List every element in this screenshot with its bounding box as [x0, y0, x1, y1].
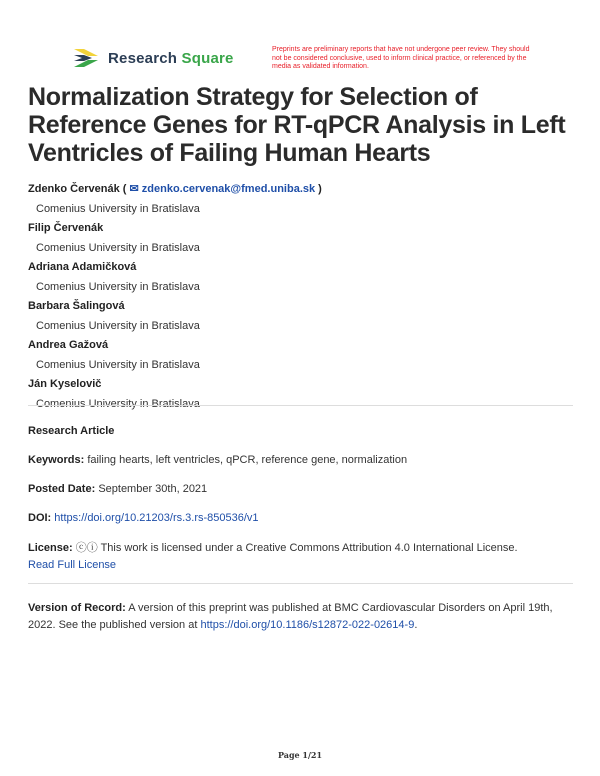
- author-list: [28, 180, 322, 414]
- research-square-logo: [72, 47, 234, 69]
- page-number: Page 1/21: [277, 750, 323, 760]
- author-affiliation: Comenius University in Bratislava: [36, 397, 200, 410]
- doi: DOI: https://doi.org/10.21203/rs.3.rs-850536/v1: [28, 512, 259, 524]
- doi-link[interactable]: https://doi.org/10.21203/rs.3.rs-850536/v1: [54, 512, 259, 524]
- email-icon: ✉: [129, 183, 139, 195]
- keywords: Keywords: failing hearts, left ventricles, qPCR, reference gene, normalization: [28, 454, 408, 466]
- author-affiliation: Comenius University in Bratislava: [36, 319, 200, 332]
- author-name: Barbara Šalingová: [28, 300, 125, 312]
- author-name: Andrea Gažová: [28, 339, 109, 351]
- author-affiliation: Comenius University in Bratislava: [36, 241, 200, 254]
- attribution-icon: ⓘ: [86, 542, 98, 554]
- read-full-license-link[interactable]: Read Full License: [28, 559, 117, 571]
- logo-icon: [72, 47, 100, 69]
- author-affiliation: Comenius University in Bratislava: [36, 358, 200, 371]
- author-name: Adriana Adamičková: [28, 261, 137, 273]
- posted-date: Posted Date: September 30th, 2021: [28, 483, 208, 495]
- preprint-notice: Preprints are preliminary reports that have not undergone peer review. They should not be considered conclusive, used to inform clinical practice, or referenced by the media as validated information.: [272, 46, 530, 70]
- author-affiliation: Comenius University in Bratislava: [36, 202, 200, 215]
- author-affiliation: Comenius University in Bratislava: [36, 280, 200, 293]
- version-link[interactable]: https://doi.org/10.1186/s12872-022-02614-9: [200, 619, 415, 631]
- divider: [28, 405, 573, 406]
- author-name: Filip Červenák: [28, 222, 104, 234]
- author-name: Zdenko Červenák ( ✉ zdenko.cervenak@fmed.uniba.sk ): [28, 183, 322, 195]
- cc-icon: ⓒ: [75, 542, 87, 554]
- version-of-record: Version of Record: A version of this preprint was published at BMC Cardiovascular Disorders on April 19th, 2022. See the published version at https://doi.org/10.1186/s12872-022-02614-9.: [28, 602, 553, 631]
- divider: [28, 583, 573, 584]
- author-email-link[interactable]: zdenko.cervenak@fmed.uniba.sk: [141, 183, 316, 195]
- logo-text: Research Square: [108, 49, 234, 67]
- paper-title: Normalization Strategy for Selection of Reference Genes for RT-qPCR Analysis in Left Ventricles of Failing Human Hearts: [28, 83, 566, 167]
- license: License: ⓒⓘ This work is licensed under a Creative Commons Attribution 4.0 International License. Read Full License: [28, 542, 518, 571]
- article-type: Research Article: [28, 425, 115, 437]
- author-name: Ján Kyselovič: [28, 378, 102, 390]
